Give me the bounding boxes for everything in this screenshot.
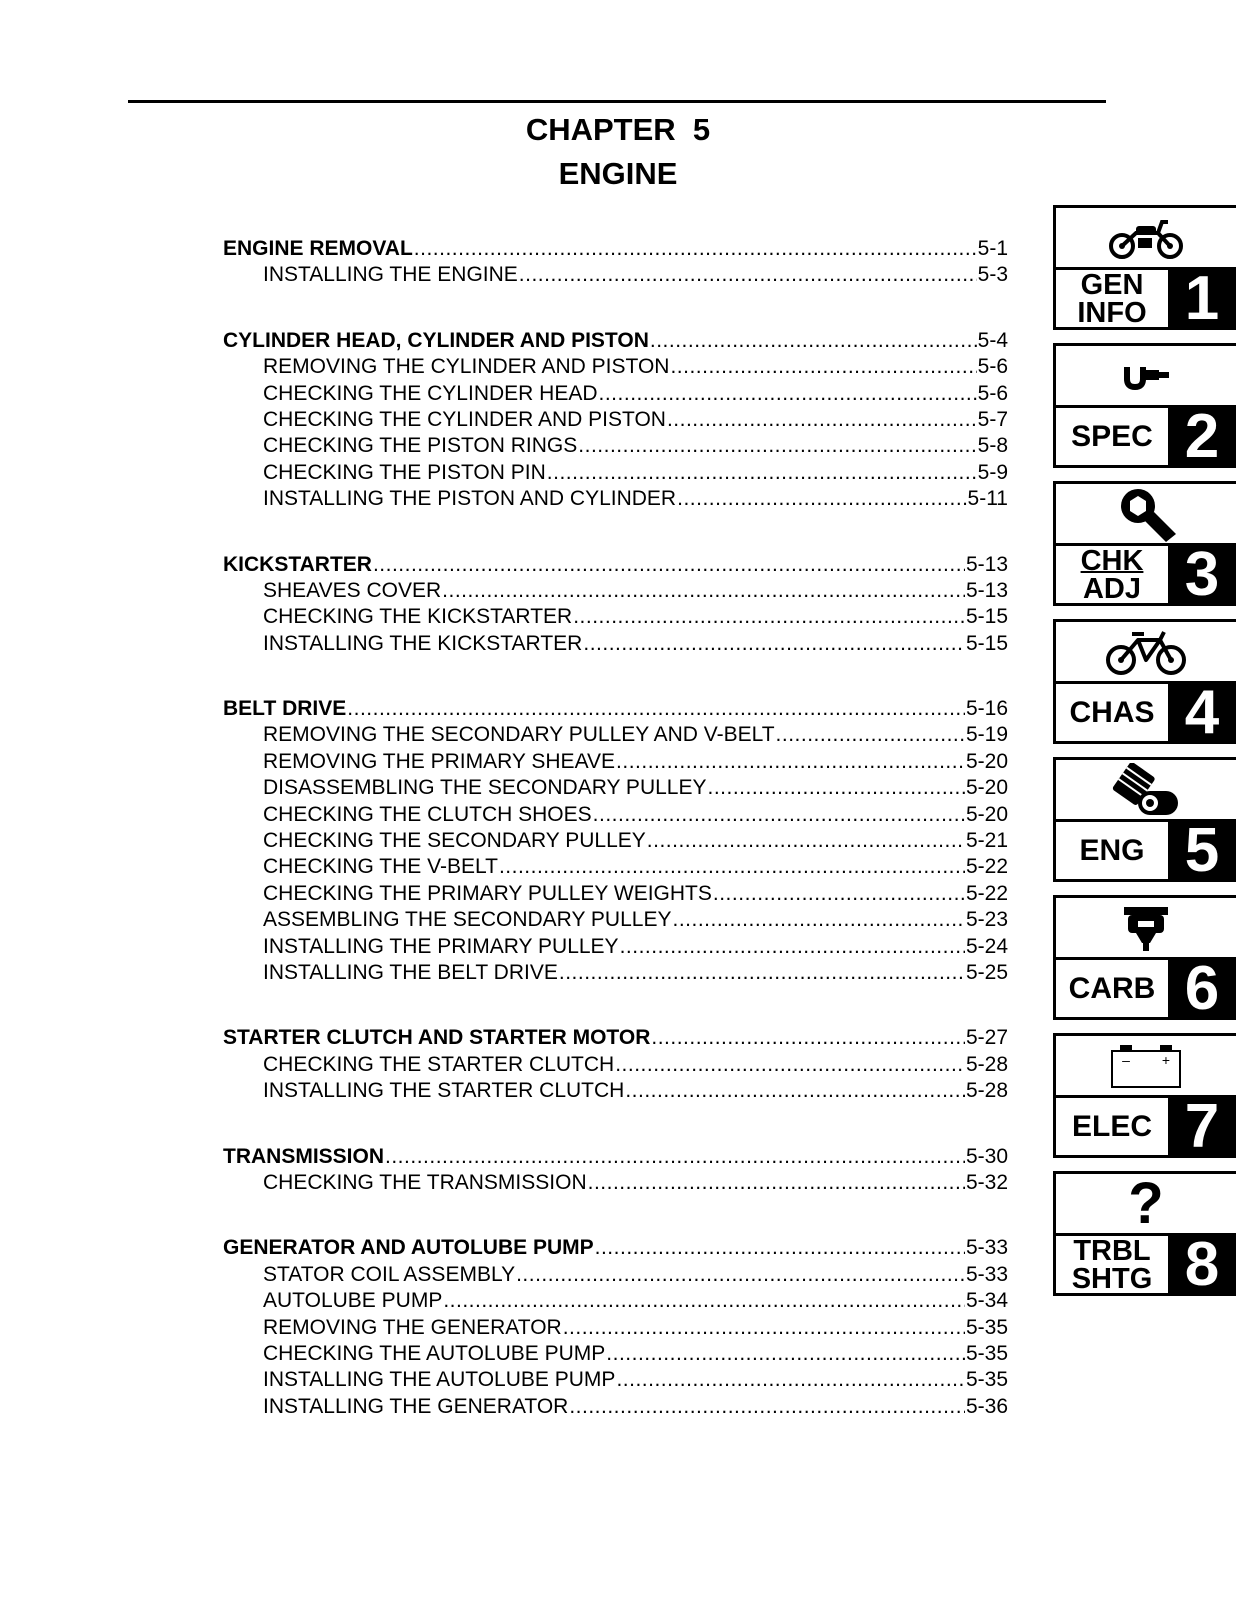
wrench-icon (1114, 486, 1178, 542)
toc-page-number: 5-16 (965, 697, 1008, 721)
toc-entry-title: DISASSEMBLING THE SECONDARY PULLEY (263, 776, 707, 800)
toc-entry-title: CHECKING THE CYLINDER HEAD (263, 381, 598, 405)
toc-entry-title: REMOVING THE PRIMARY SHEAVE (263, 749, 616, 773)
toc-page-number: 5-27 (965, 1026, 1008, 1050)
tab-icon-area (1056, 1170, 1236, 1236)
toc-entry[interactable] (223, 578, 1008, 604)
toc-entry-title: CHECKING THE AUTOLUBE PUMP (263, 1341, 606, 1365)
toc-entry-title: TRANSMISSION (223, 1144, 385, 1168)
dot-leader (385, 1144, 965, 1170)
toc-section (223, 236, 1008, 289)
toc-entry[interactable] (223, 407, 1008, 433)
toc-entry[interactable] (223, 960, 1008, 986)
toc-entry-title: GENERATOR AND AUTOLUBE PUMP (223, 1236, 594, 1260)
tab-label-line: CARB (1068, 971, 1156, 1005)
tab-icon-area (1056, 622, 1236, 684)
tab-label (1056, 408, 1168, 465)
toc-entry-title: ASSEMBLING THE SECONDARY PULLEY (263, 908, 672, 932)
toc-page-number: 5-3 (977, 263, 1008, 287)
dot-leader (599, 381, 977, 407)
toc-entry-title: INSTALLING THE STARTER CLUTCH (263, 1079, 625, 1103)
toc-entry-title: INSTALLING THE PISTON AND CYLINDER (263, 487, 677, 511)
tab-label-line: CHK (1080, 544, 1144, 577)
toc-entry-title: CHECKING THE STARTER CLUTCH (263, 1052, 615, 1076)
tab-number: 3 (1168, 546, 1236, 603)
dot-leader (559, 960, 965, 986)
toc-entry-title: SHEAVES COVER (263, 578, 442, 602)
toc-entry[interactable] (223, 354, 1008, 380)
dot-leader (516, 1262, 965, 1288)
dot-leader (667, 407, 977, 433)
tab-label (1056, 960, 1168, 1017)
toc-page-number: 5-15 (965, 631, 1008, 655)
toc-section (223, 696, 1008, 986)
toc-entry-title: INSTALLING THE BELT DRIVE (263, 960, 558, 984)
chapter-index-tabs (1053, 205, 1236, 1309)
toc-entry-title: CHECKING THE PISTON PIN (263, 460, 546, 484)
toc-entry[interactable] (223, 1262, 1008, 1288)
toc-entry-title: CHECKING THE TRANSMISSION (263, 1170, 587, 1194)
toc-section (223, 1235, 1008, 1420)
toc-page-number: 5-34 (965, 1289, 1008, 1313)
toc-page-number: 5-30 (965, 1144, 1008, 1168)
toc-entry[interactable] (223, 486, 1008, 512)
dot-leader (547, 460, 977, 486)
toc-page-number: 5-1 (977, 237, 1008, 260)
toc-entry[interactable] (223, 604, 1008, 630)
dot-leader (707, 775, 964, 801)
dot-leader (573, 604, 965, 630)
toc-section-heading[interactable] (223, 552, 1008, 578)
toc-page-number: 5-15 (965, 605, 1008, 629)
tab-label-line: GEN (1080, 268, 1144, 301)
tab-number: 1 (1168, 270, 1236, 327)
dot-leader (606, 1341, 965, 1367)
toc-page-number: 5-35 (965, 1315, 1008, 1339)
tab-icon-area (1056, 898, 1236, 960)
dot-leader (595, 1235, 965, 1261)
dot-leader (620, 934, 965, 960)
dot-leader (713, 881, 965, 907)
toc-entry-title: CHECKING THE CYLINDER AND PISTON (263, 407, 666, 431)
toc-entry[interactable] (223, 262, 1008, 288)
bicycle-frame-icon (1104, 628, 1188, 676)
tab-icon-area (1056, 760, 1236, 822)
toc-entry-title: REMOVING THE SECONDARY PULLEY AND V-BELT (263, 723, 775, 747)
dot-leader (373, 552, 965, 578)
chapter-tab-1[interactable] (1053, 343, 1236, 471)
toc-entry-title: BELT DRIVE (223, 697, 347, 721)
tab-label-line: SPEC (1071, 419, 1153, 453)
motorcycle-icon (1106, 216, 1186, 260)
dot-leader (414, 236, 977, 262)
dot-leader (519, 262, 977, 288)
toc-page-number: 5-22 (965, 881, 1008, 905)
tab-label-line: TRBL (1073, 1234, 1151, 1267)
chapter-tab-3[interactable] (1053, 619, 1236, 747)
toc-page-number: 5-33 (965, 1236, 1008, 1260)
chapter-tab-5[interactable] (1053, 895, 1236, 1023)
toc-entry[interactable] (223, 854, 1008, 880)
toc-section-heading[interactable] (223, 1025, 1008, 1051)
tab-label-line: ENG (1079, 833, 1145, 867)
tab-icon-area (1056, 346, 1236, 408)
dot-leader (588, 1170, 965, 1196)
tab-icon-area (1056, 208, 1236, 270)
dot-leader (677, 486, 966, 512)
top-rule (128, 100, 1106, 103)
toc-section (223, 1025, 1008, 1104)
toc-page-number: 5-23 (965, 908, 1008, 932)
dot-leader (672, 907, 964, 933)
dot-leader (650, 328, 977, 354)
toc-entry-title: CHECKING THE SECONDARY PULLEY (263, 829, 646, 853)
dot-leader (776, 722, 965, 748)
tab-label (1056, 546, 1168, 603)
chapter-number: CHAPTER 5 (525, 112, 711, 147)
question-icon: ? (1128, 1170, 1164, 1236)
chapter-tab-6[interactable] (1053, 1033, 1236, 1161)
toc-entry-title: REMOVING THE GENERATOR (263, 1315, 562, 1339)
toc-page-number: 5-6 (977, 381, 1008, 405)
dot-leader (569, 1394, 965, 1420)
toc-entry-title: CHECKING THE CLUTCH SHOES (263, 802, 592, 826)
dot-leader (563, 1315, 965, 1341)
dot-leader (442, 578, 965, 604)
dot-leader (616, 1367, 965, 1393)
toc-page-number: 5-21 (965, 829, 1008, 853)
dot-leader (583, 631, 965, 657)
toc-entry[interactable] (223, 381, 1008, 407)
chapter-tab-2[interactable] (1053, 481, 1236, 609)
toc-page-number: 5-19 (965, 723, 1008, 747)
tab-label-line: SHTG (1071, 1262, 1153, 1295)
toc-page-number: 5-20 (965, 776, 1008, 800)
toc-entry[interactable] (223, 775, 1008, 801)
toc-entry[interactable] (223, 1341, 1008, 1367)
toc-section-heading[interactable] (223, 696, 1008, 722)
toc-entry[interactable] (223, 881, 1008, 907)
battery-plus-sign: + (1161, 1051, 1171, 1068)
engine-cylinder-icon (1108, 763, 1184, 817)
tab-label (1056, 1236, 1168, 1293)
dot-leader (615, 1052, 965, 1078)
toc-page-number: 5-4 (977, 328, 1008, 352)
toc-entry-title: CYLINDER HEAD, CYLINDER AND PISTON (223, 328, 649, 352)
tab-label-line: ELEC (1071, 1109, 1152, 1143)
toc-entry-title: CHECKING THE V-BELT (263, 855, 498, 879)
toc-entry[interactable] (223, 460, 1008, 486)
dot-leader (670, 354, 976, 380)
gauge-tool-icon (1121, 361, 1171, 391)
battery-icon (1108, 1043, 1184, 1089)
toc-section-heading[interactable] (223, 1235, 1008, 1261)
toc-entry-title: INSTALLING THE KICKSTARTER (263, 631, 583, 655)
toc-entry[interactable] (223, 1078, 1008, 1104)
toc-entry-title: KICKSTARTER (223, 552, 372, 576)
tab-icon-area (1056, 1036, 1236, 1098)
toc-entry-title: INSTALLING THE ENGINE (263, 263, 518, 287)
toc-section-heading[interactable] (223, 236, 1008, 262)
toc-entry-title: STARTER CLUTCH AND STARTER MOTOR (223, 1026, 651, 1050)
toc-entry[interactable] (223, 1288, 1008, 1314)
toc-entry[interactable] (223, 1170, 1008, 1196)
toc-page-number: 5-35 (965, 1368, 1008, 1392)
toc-entry[interactable] (223, 1052, 1008, 1078)
battery-minus-sign: – (1122, 1051, 1130, 1068)
toc-page-number: 5-8 (977, 434, 1008, 458)
toc-section (223, 552, 1008, 658)
dot-leader (651, 1025, 965, 1051)
tab-number: 6 (1168, 960, 1236, 1017)
tab-number: 7 (1168, 1098, 1236, 1155)
dot-leader (625, 1078, 965, 1104)
dot-leader (616, 749, 965, 775)
toc-section-heading[interactable] (223, 328, 1008, 354)
toc-page-number: 5-24 (965, 934, 1008, 958)
toc-entry[interactable] (223, 802, 1008, 828)
dot-leader (443, 1288, 965, 1314)
toc-page-number: 5-13 (965, 578, 1008, 602)
table-of-contents (223, 236, 1008, 1420)
toc-section-heading[interactable] (223, 1144, 1008, 1170)
toc-entry[interactable] (223, 433, 1008, 459)
toc-entry[interactable] (223, 1367, 1008, 1393)
tab-number: 4 (1168, 684, 1236, 741)
tab-number: 5 (1168, 822, 1236, 879)
toc-entry[interactable] (223, 722, 1008, 748)
toc-entry[interactable] (223, 934, 1008, 960)
toc-entry-title: CHECKING THE PISTON RINGS (263, 434, 578, 458)
toc-page-number: 5-20 (965, 749, 1008, 773)
tab-label (1056, 822, 1168, 879)
toc-entry-title: CHECKING THE PRIMARY PULLEY WEIGHTS (263, 881, 712, 905)
tab-label (1056, 684, 1168, 741)
toc-page-number: 5-32 (965, 1170, 1008, 1194)
toc-page-number: 5-33 (965, 1262, 1008, 1286)
toc-entry-title: AUTOLUBE PUMP (263, 1289, 443, 1313)
toc-page-number: 5-36 (965, 1394, 1008, 1418)
tab-number: 8 (1168, 1236, 1236, 1293)
toc-page-number: 5-20 (965, 802, 1008, 826)
carburetor-icon (1120, 903, 1172, 953)
dot-leader (578, 433, 976, 459)
toc-entry[interactable] (223, 1394, 1008, 1420)
tab-number: 2 (1168, 408, 1236, 465)
chapter-tab-7[interactable] (1053, 1170, 1236, 1299)
chapter-title: ENGINE (558, 156, 678, 191)
toc-entry-title: CHECKING THE KICKSTARTER (263, 605, 573, 629)
tab-label-line: INFO (1077, 296, 1147, 329)
dot-leader (647, 828, 965, 854)
dot-leader (499, 854, 965, 880)
toc-section (223, 1144, 1008, 1197)
toc-section (223, 328, 1008, 513)
dot-leader (593, 802, 965, 828)
chapter-tab-4[interactable] (1053, 757, 1236, 885)
toc-entry-title: ENGINE REMOVAL (223, 237, 413, 260)
toc-entry-title: INSTALLING THE AUTOLUBE PUMP (263, 1368, 616, 1392)
toc-page-number: 5-7 (977, 407, 1008, 431)
tab-label (1056, 1098, 1168, 1155)
toc-page-number: 5-6 (977, 355, 1008, 379)
toc-entry[interactable] (223, 907, 1008, 933)
toc-page-number: 5-28 (965, 1052, 1008, 1076)
chapter-tab-0[interactable] (1053, 205, 1236, 333)
toc-page-number: 5-13 (965, 552, 1008, 576)
toc-page-number: 5-9 (977, 460, 1008, 484)
toc-entry-title: INSTALLING THE GENERATOR (263, 1394, 569, 1418)
toc-page-number: 5-35 (965, 1341, 1008, 1365)
toc-page-number: 5-25 (965, 960, 1008, 984)
toc-entry[interactable] (223, 631, 1008, 657)
dot-leader (347, 696, 965, 722)
toc-entry[interactable] (223, 1315, 1008, 1341)
tab-icon-area (1056, 484, 1236, 546)
toc-entry[interactable] (223, 828, 1008, 854)
toc-entry-title: INSTALLING THE PRIMARY PULLEY (263, 934, 619, 958)
toc-page-number: 5-22 (965, 855, 1008, 879)
tab-label-line: ADJ (1082, 572, 1141, 605)
toc-entry-title: REMOVING THE CYLINDER AND PISTON (263, 355, 670, 379)
tab-label-line: CHAS (1069, 695, 1155, 729)
tab-label (1056, 270, 1168, 327)
toc-page-number: 5-28 (965, 1079, 1008, 1103)
toc-entry[interactable] (223, 749, 1008, 775)
toc-page-number: 5-11 (967, 487, 1008, 511)
toc-entry-title: STATOR COIL ASSEMBLY (263, 1262, 516, 1286)
